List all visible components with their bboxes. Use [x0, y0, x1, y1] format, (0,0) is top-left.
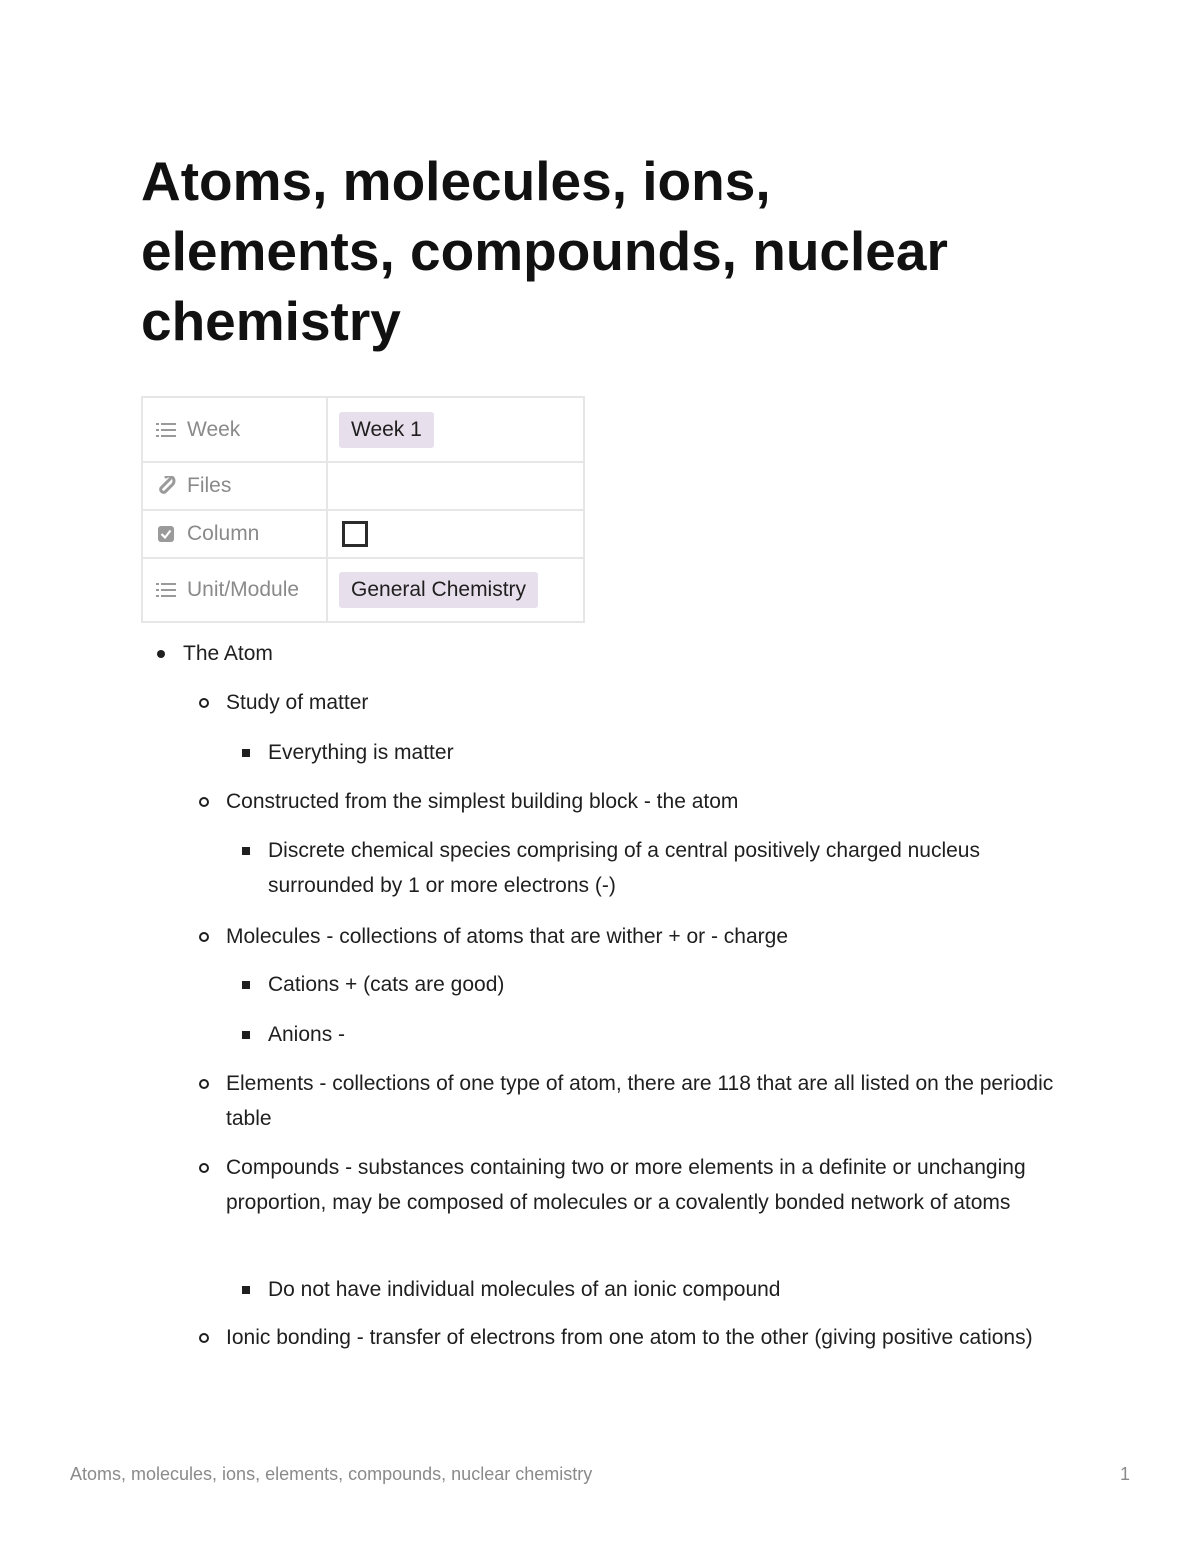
checkbox-icon: [155, 523, 177, 545]
bullet-square-icon: [242, 1031, 250, 1039]
bullet-square-icon: [242, 749, 250, 757]
list-item: The Atom: [183, 636, 1043, 671]
bullet-circle-icon: [199, 1163, 209, 1173]
list-item: Study of matter: [226, 685, 1056, 720]
week-tag[interactable]: Week 1: [339, 412, 434, 448]
column-checkbox[interactable]: [342, 521, 368, 547]
files-value[interactable]: [327, 462, 584, 510]
list-item: Everything is matter: [268, 735, 998, 770]
unit-module-tag[interactable]: General Chemistry: [339, 572, 538, 608]
property-row-files: [142, 462, 584, 510]
property-label-files: Files: [187, 474, 232, 497]
list-item: Do not have individual molecules of an ionic compound: [268, 1272, 998, 1307]
bullet-circle-icon: [199, 932, 209, 942]
list-item: Ionic bonding - transfer of electrons from one atom to the other (giving positive cations): [226, 1320, 1056, 1355]
bullet-square-icon: [242, 847, 250, 855]
bullet-circle-icon: [199, 698, 209, 708]
property-row-unit-module: [142, 558, 584, 622]
property-row-week: [142, 397, 584, 462]
bullet-square-icon: [242, 981, 250, 989]
bullet-circle-icon: [199, 1079, 209, 1089]
list-item: Discrete chemical species comprising of a central positively charged nucleus surrounded by 1 or more electrons (-): [268, 833, 998, 903]
bullet-disc-icon: [157, 650, 165, 658]
list-icon: [155, 579, 177, 601]
bullet-circle-icon: [199, 797, 209, 807]
list-item: Molecules - collections of atoms that are wither + or - charge: [226, 919, 1056, 954]
bullet-circle-icon: [199, 1333, 209, 1343]
page-number: 1: [1119, 1464, 1130, 1484]
property-label-week: Week: [187, 417, 241, 441]
property-label-unit-module: Unit/Module: [187, 578, 300, 601]
list-item: Cations + (cats are good): [268, 967, 998, 1002]
list-item: Constructed from the simplest building block - the atom: [226, 784, 1056, 819]
page-footer: [70, 1464, 1130, 1485]
page-title: Atoms, molecules, ions, elements, compounds, nuclear chemistry: [141, 150, 948, 352]
property-label-column: Column: [187, 522, 260, 545]
bullet-square-icon: [242, 1286, 250, 1294]
list-item: Anions -: [268, 1017, 998, 1052]
list-icon: [155, 419, 177, 441]
list-item: Elements - collections of one type of atom, there are 118 that are all listed on the periodic table: [226, 1066, 1056, 1136]
properties-table: [141, 396, 585, 623]
footer-title: Atoms, molecules, ions, elements, compounds, nuclear chemistry: [70, 1464, 593, 1484]
paperclip-icon: [155, 475, 177, 497]
property-row-column: [142, 510, 584, 558]
list-item: Compounds - substances containing two or more elements in a definite or unchanging proportion, may be composed of molecules or a covalently bonded network of atoms: [226, 1150, 1056, 1220]
